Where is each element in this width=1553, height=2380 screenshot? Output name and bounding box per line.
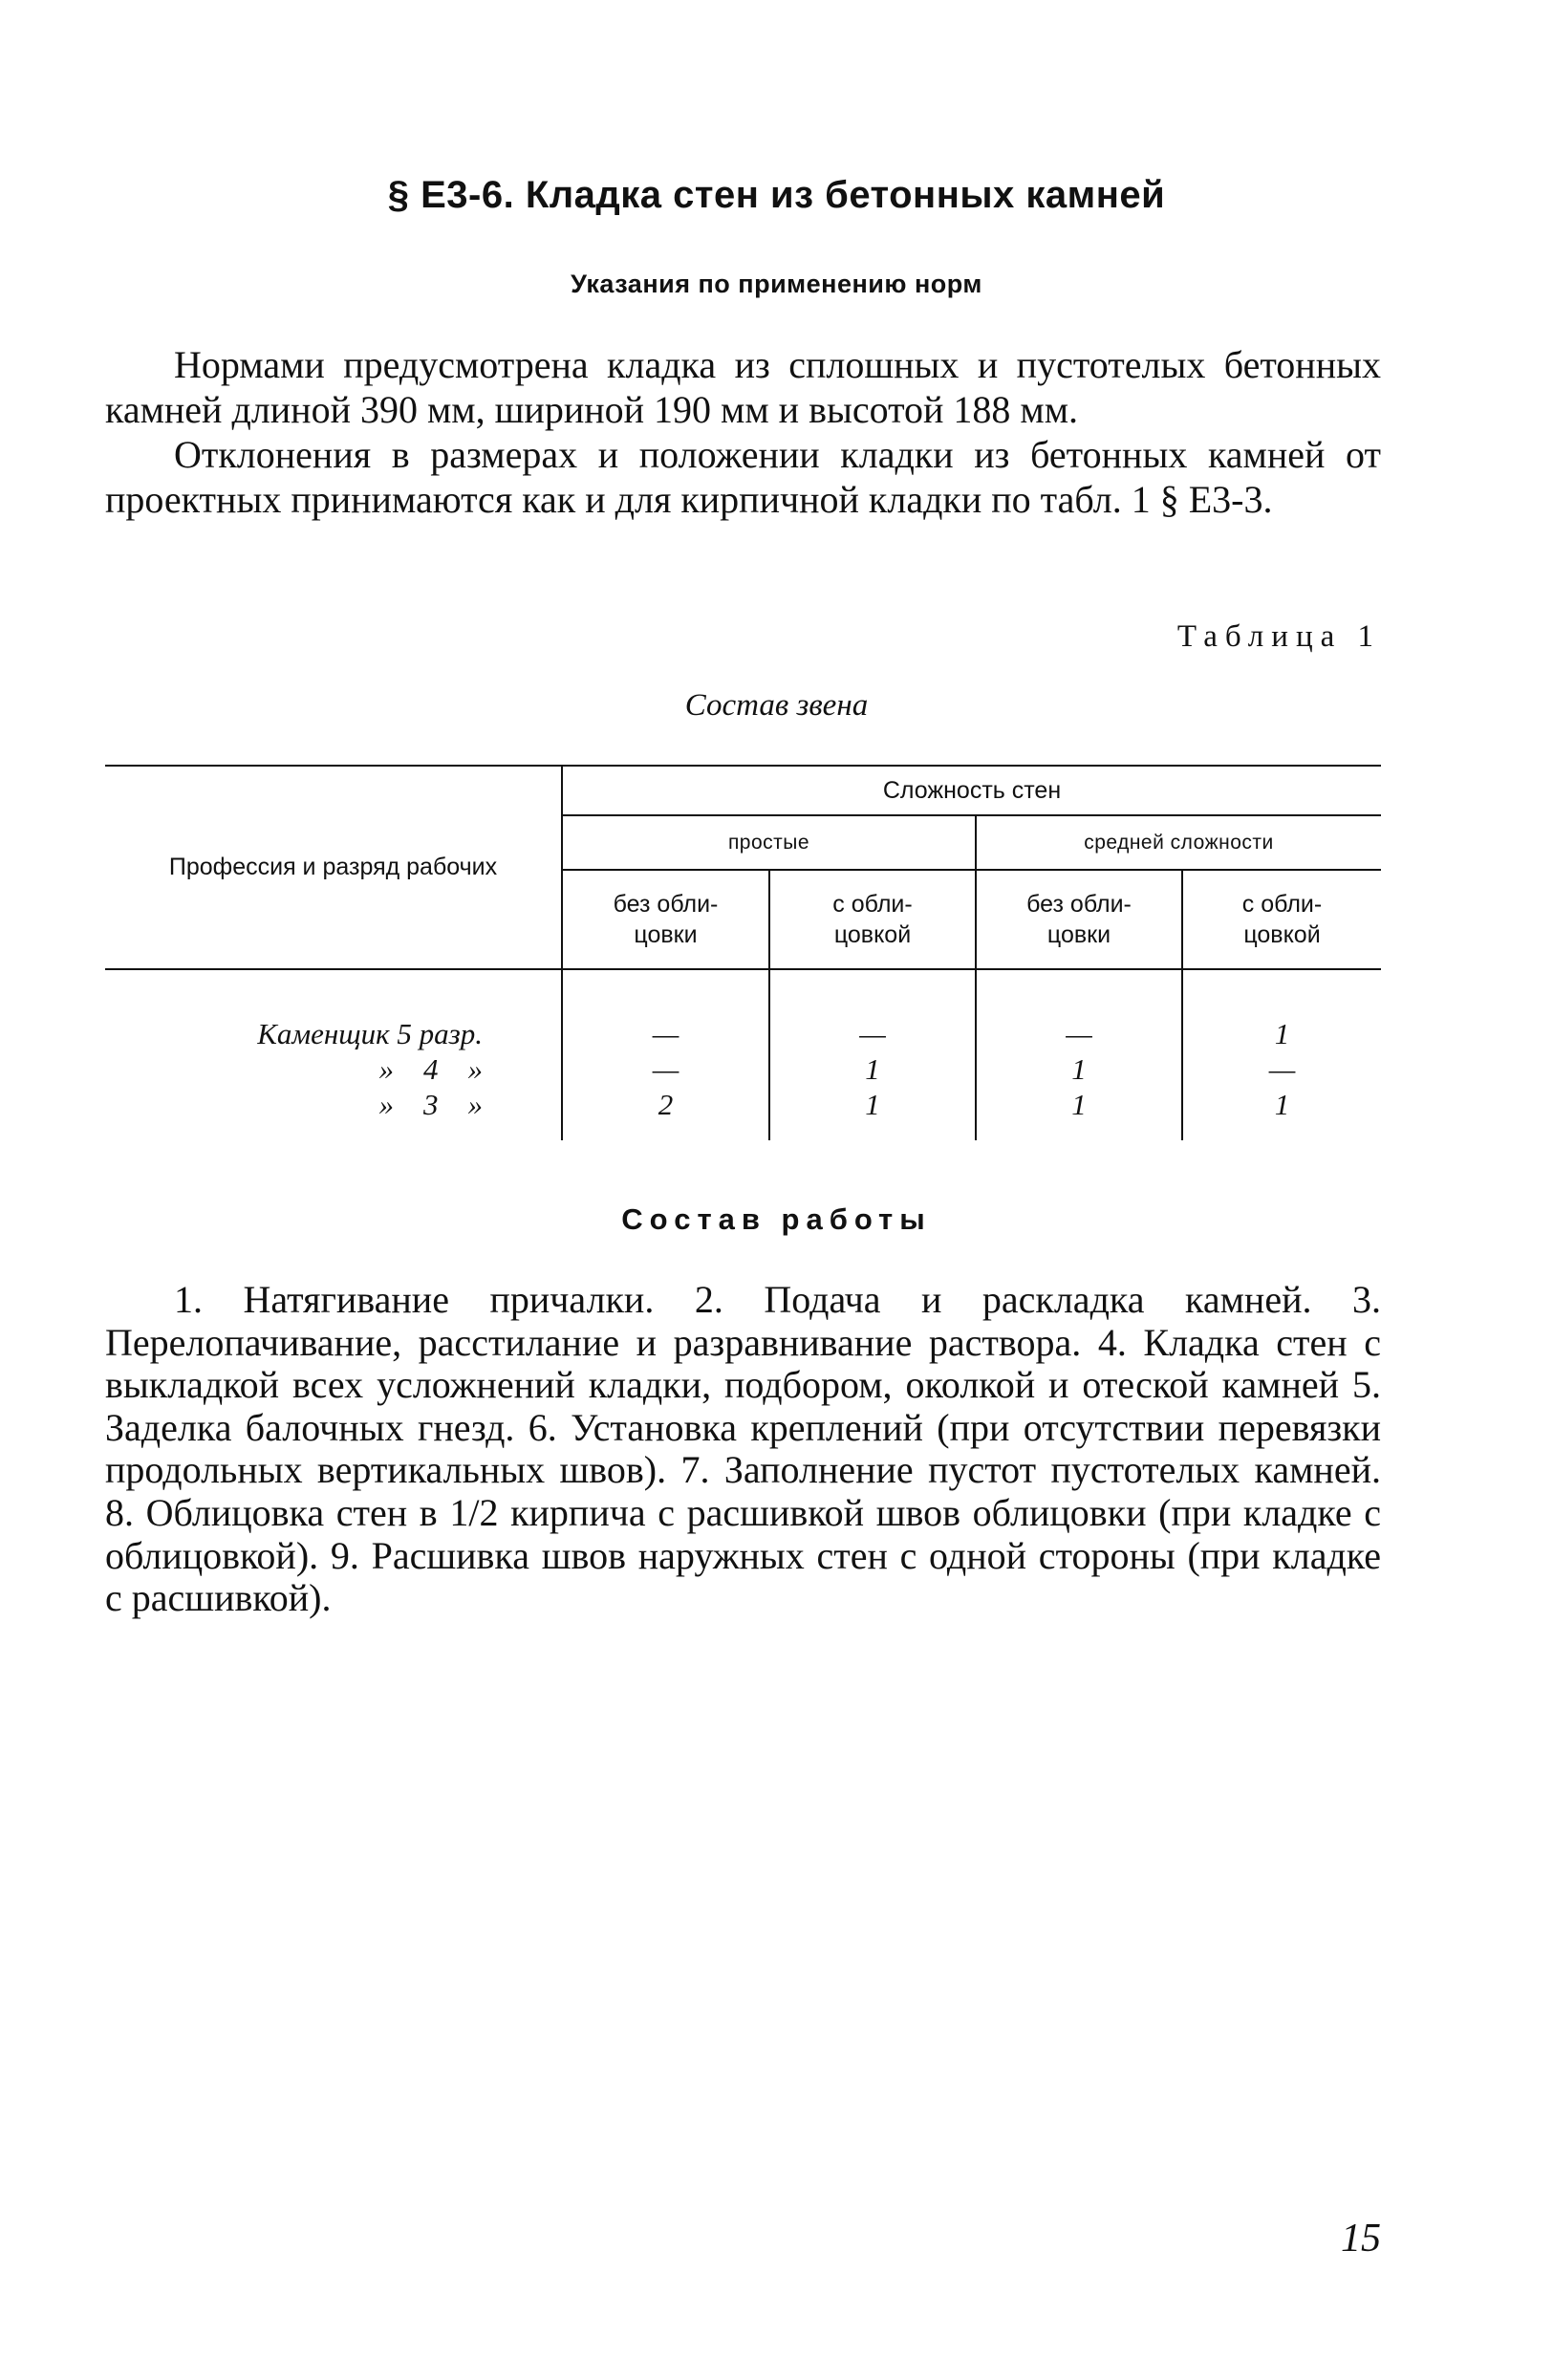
col-simple-with-facing <box>769 870 976 969</box>
subtitle: Указания по применению норм <box>571 270 982 298</box>
crew-composition-table <box>105 765 1381 1140</box>
table-cell: 1 <box>1071 1052 1087 1086</box>
table-header-row <box>105 766 1381 815</box>
table-cell: 2 <box>658 1088 674 1121</box>
table-cell: 1 <box>865 1088 880 1121</box>
values-medium-with-facing <box>1182 969 1381 1140</box>
profession-header: Профессия и разряд рабочих <box>105 766 562 969</box>
table-number: Таблица 1 <box>1176 619 1381 654</box>
table-cell: 1 <box>1274 1017 1290 1050</box>
col-header-label: с обли- цовкой <box>832 891 913 948</box>
group-simple-header: простые <box>562 815 976 870</box>
page-number: 15 <box>1341 2217 1381 2261</box>
values-medium-without-facing <box>976 969 1182 1140</box>
col-header-label: с обли- цовкой <box>1241 891 1323 948</box>
table-cell: 1 <box>1274 1088 1290 1121</box>
profession-list <box>105 969 562 1140</box>
work-composition-heading: Состав работы <box>621 1202 932 1236</box>
table-cell: — <box>1268 1052 1296 1086</box>
table-cell: — <box>1066 1017 1092 1050</box>
paragraph-norms: Нормами предусмотрена кладка из сплошных и пустотелых бетонных камней длиной 390 мм, шириной 190 мм и высотой 188 мм. <box>105 343 1381 431</box>
col-simple-without-facing <box>562 870 769 969</box>
table-body-row <box>105 969 1381 1140</box>
table-cell: — <box>652 1052 679 1086</box>
profession-mason-4: » 4 » <box>378 1052 483 1086</box>
values-simple-without-facing <box>562 969 769 1140</box>
table-caption: Состав звена <box>684 688 869 723</box>
table-cell: — <box>652 1017 679 1050</box>
values-simple-with-facing <box>769 969 976 1140</box>
profession-mason-3: » 3 » <box>378 1088 483 1121</box>
profession-mason-5: Каменщик 5 разр. <box>257 1017 483 1050</box>
col-header-label: без обли- цовки <box>613 891 719 948</box>
work-composition-text: 1. Натягивание причалки. 2. Подача и раскладка камней. 3. Перелопачивание, расстилание и разравнивание раствора. 4. Кладка стен с выкладкой всех усложнений кладки, подбором, околкой и отеской камней 5. Заделка балочных гнезд. 6. Установка креплений (при отсутствии перевязки продольных вертикальных швов). 7. Заполнение пустот пустотелых камней. 8. Облицовка стен в 1/2 кирпича с расшивкой швов облицовки (при кладке с облицовкой). 9. Расшивка швов наружных стен с одной стороны (при кладке с расшивкой). <box>105 1278 1381 1620</box>
col-header-label: без обли- цовки <box>1026 891 1132 948</box>
group-medium-header: средней сложности <box>976 815 1381 870</box>
table-cell: 1 <box>1071 1088 1087 1121</box>
section-title: § Е3-6. Кладка стен из бетонных камней <box>387 174 1166 216</box>
table-cell: — <box>859 1017 886 1050</box>
col-medium-without-facing <box>976 870 1182 969</box>
complexity-header: Сложность стен <box>562 766 1381 815</box>
table-cell: 1 <box>865 1052 880 1086</box>
col-medium-with-facing <box>1182 870 1381 969</box>
paragraph-deviations: Отклонения в размерах и положении кладки из бетонных камней от проектных принимаются как и для кирпичной кладки по табл. 1 § Е3-3. <box>105 433 1381 521</box>
